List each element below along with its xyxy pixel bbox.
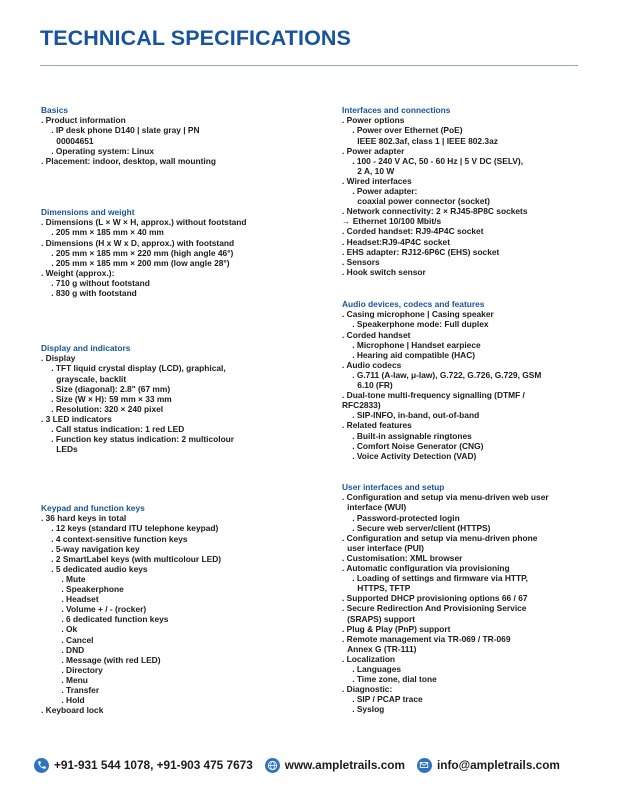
spec-line: . Power options [342, 115, 405, 126]
footer-website-link[interactable]: www.ampletrails.com [284, 758, 405, 772]
phone-icon [34, 758, 49, 773]
spec-line: . 5 dedicated audio keys [51, 563, 148, 574]
spec-line: . Dimensions (L × W × H, approx.) without footstand [41, 217, 247, 228]
spec-line: . SIP-INFO, in-band, out-of-band [352, 410, 480, 421]
spec-line: . Function key status indication: 2 multicolour [51, 434, 235, 445]
spec-line: IEEE 802.3af, class 1 | IEEE 802.3az [357, 135, 498, 146]
spec-line: . Speakerphone mode: Full duplex [352, 319, 489, 330]
spec-line: . Localization [342, 653, 396, 664]
spec-line: . 205 mm × 185 mm × 220 mm (high angle 46°) [51, 247, 234, 258]
spec-line: . Customisation: XML browser [342, 552, 463, 563]
spec-line: . Message (with red LED) [61, 654, 161, 665]
spec-line: user interface (PUI) [347, 542, 424, 553]
footer-phone[interactable]: +91-931 544 1078, +91-903 475 7673 [54, 758, 253, 772]
spec-line: . Cancel [61, 634, 94, 645]
spec-line: . Operating system: Linux [51, 145, 155, 156]
spec-line: . Headset:RJ9-4P4C socket [342, 236, 450, 247]
section-heading: Interfaces and connections [342, 105, 451, 115]
spec-line: . 205 mm × 185 mm × 200 mm (low angle 28°) [51, 257, 230, 268]
spec-line: . 6 dedicated function keys [61, 614, 169, 625]
spec-line: . 710 g without footstand [51, 277, 150, 288]
spec-line: . SIP / PCAP trace [352, 694, 423, 705]
spec-line: . Corded handset [342, 329, 411, 340]
spec-section-display [41, 343, 301, 454]
spec-line: . Password-protected login [352, 512, 460, 523]
spec-line: (SRAPS) support [347, 613, 416, 624]
spec-line: . Hold [61, 695, 85, 706]
section-heading: Dimensions and weight [41, 207, 135, 217]
spec-line: . Keyboard lock [41, 705, 104, 716]
spec-line: LEDs [56, 444, 78, 455]
spec-line: . IP desk phone D140 | slate gray | PN [51, 125, 200, 136]
spec-line: . Transfer [61, 684, 100, 695]
spec-line: . 4 context-sensitive function keys [51, 533, 188, 544]
spec-line: . 3 LED indicators [41, 413, 112, 424]
spec-line: . G.711 (A-law, μ-law), G.722, G.726, G.729, GSM [352, 369, 542, 380]
spec-line: . Languages [352, 663, 402, 674]
spec-line: . Power adapter [342, 145, 405, 156]
spec-line: . Headset [61, 594, 99, 605]
spec-line: interface (WUI) [347, 502, 407, 513]
section-heading: Display and indicators [41, 343, 131, 353]
spec-line: . Speakerphone [61, 584, 124, 595]
spec-line: . Automatic configuration via provisioning [342, 563, 510, 574]
spec-section-interfaces [342, 105, 602, 277]
spec-line: . Comfort Noise Generator (CNG) [352, 440, 484, 451]
spec-line: . Syslog [352, 704, 385, 715]
spec-section-audio [342, 299, 602, 461]
spec-line: . Microphone | Handset earpiece [352, 339, 481, 350]
spec-line: . Time zone, dial tone [352, 674, 437, 685]
spec-line: . Volume + / - (rocker) [61, 604, 147, 615]
title-divider [40, 65, 578, 66]
spec-line: . Size (W × H): 59 mm × 33 mm [51, 393, 172, 404]
spec-line: → Ethernet 10/100 Mbit/s [342, 216, 442, 227]
spec-line: 6.10 (FR) [357, 380, 393, 391]
spec-line: . Casing microphone | Casing speaker [342, 309, 494, 320]
spec-line: . Sensors [342, 256, 380, 267]
spec-line: . Display [41, 353, 76, 364]
spec-line: . Placement: indoor, desktop, wall mounting [41, 155, 216, 166]
section-heading: Basics [41, 105, 69, 115]
spec-line: . Ok [61, 624, 78, 635]
spec-line: . Hearing aid compatible (HAC) [352, 349, 476, 360]
section-heading: Audio devices, codecs and features [342, 299, 485, 309]
spec-line: . Power adapter: [352, 186, 418, 197]
spec-line: 00004651 [56, 135, 94, 146]
spec-line: . Network connectivity: 2 × RJ45-8P8C sockets [342, 206, 528, 217]
spec-line: . Related features [342, 420, 412, 431]
spec-line: . 12 keys (standard ITU telephone keypad) [51, 523, 219, 534]
spec-line: . Resolution: 320 × 240 pixel [51, 403, 164, 414]
spec-line: . Directory [61, 664, 103, 675]
spec-line: . Mute [61, 573, 86, 584]
spec-line: . 100 - 240 V AC, 50 - 60 Hz | 5 V DC (SELV), [352, 155, 524, 166]
globe-icon [265, 758, 280, 773]
spec-line: . Voice Activity Detection (VAD) [352, 450, 477, 461]
spec-line: . Secure web server/client (HTTPS) [352, 522, 491, 533]
spec-section-basics [41, 105, 301, 166]
mail-icon [417, 758, 432, 773]
spec-line: Annex G (TR-111) [347, 643, 417, 654]
spec-line: . Wired interfaces [342, 175, 412, 186]
spec-line: . Dimensions (H x W x D, approx.) with footstand [41, 237, 235, 248]
spec-line: coaxial power connector (socket) [357, 196, 490, 207]
spec-line: . Dual-tone multi-frequency signalling (DTMF / [342, 390, 525, 401]
spec-line: RFC2833) [342, 400, 381, 411]
spec-line: 2 A, 10 W [357, 165, 395, 176]
spec-line: . Plug & Play (PnP) support [342, 623, 451, 634]
spec-line: . 205 mm × 185 mm × 40 mm [51, 227, 164, 238]
spec-line: . TFT liquid crystal display (LCD), graphical, [51, 363, 226, 374]
spec-line: . Diagnostic: [342, 684, 393, 695]
spec-line: HTTPS, TFTP [357, 583, 411, 594]
spec-line: . 5-way navigation key [51, 543, 140, 554]
spec-line: . DND [61, 644, 85, 655]
spec-line: . Weight (approx.): [41, 267, 115, 278]
spec-line: . Loading of settings and firmware via HTTP, [352, 573, 528, 584]
spec-line: . EHS adapter: RJ12-6P6C (EHS) socket [342, 246, 500, 257]
spec-line: . Secure Redirection And Provisioning Service [342, 603, 527, 614]
spec-line: . 830 g with footstand [51, 288, 137, 299]
spec-line: . Corded handset: RJ9-4P4C socket [342, 226, 484, 237]
spec-line: . Audio codecs [342, 359, 402, 370]
spec-line: . Size (diagonal): 2.8" (67 mm) [51, 383, 171, 394]
contact-footer [34, 756, 560, 774]
spec-line: . Hook switch sensor [342, 266, 426, 277]
spec-line: . Remote management via TR-069 / TR-069 [342, 633, 511, 644]
spec-line: . 2 SmartLabel keys (with multicolour LED) [51, 553, 222, 564]
spec-line: . Configuration and setup via menu-driven phone [342, 532, 538, 543]
spec-line: . Built-in assignable ringtones [352, 430, 472, 441]
spec-line: . Configuration and setup via menu-driven web user [342, 492, 549, 503]
spec-line: . 36 hard keys in total [41, 513, 127, 524]
spec-line: . Menu [61, 674, 88, 685]
spec-line: . Product information [41, 115, 126, 126]
footer-email-link[interactable]: info@ampletrails.com [436, 758, 560, 772]
page-title: TECHNICAL SPECIFICATIONS [40, 26, 351, 50]
spec-line: . Call status indication: 1 red LED [51, 424, 185, 435]
spec-section-user-interfaces [342, 482, 602, 714]
spec-line: . Power over Ethernet (PoE) [352, 125, 463, 136]
section-heading: Keypad and function keys [41, 503, 145, 513]
spec-line: grayscale, backlit [56, 373, 127, 384]
spec-line: . Supported DHCP provisioning options 66 / 67 [342, 593, 528, 604]
spec-section-dimensions [41, 207, 301, 298]
section-heading: User interfaces and setup [342, 482, 445, 492]
spec-section-keypad [41, 503, 301, 715]
